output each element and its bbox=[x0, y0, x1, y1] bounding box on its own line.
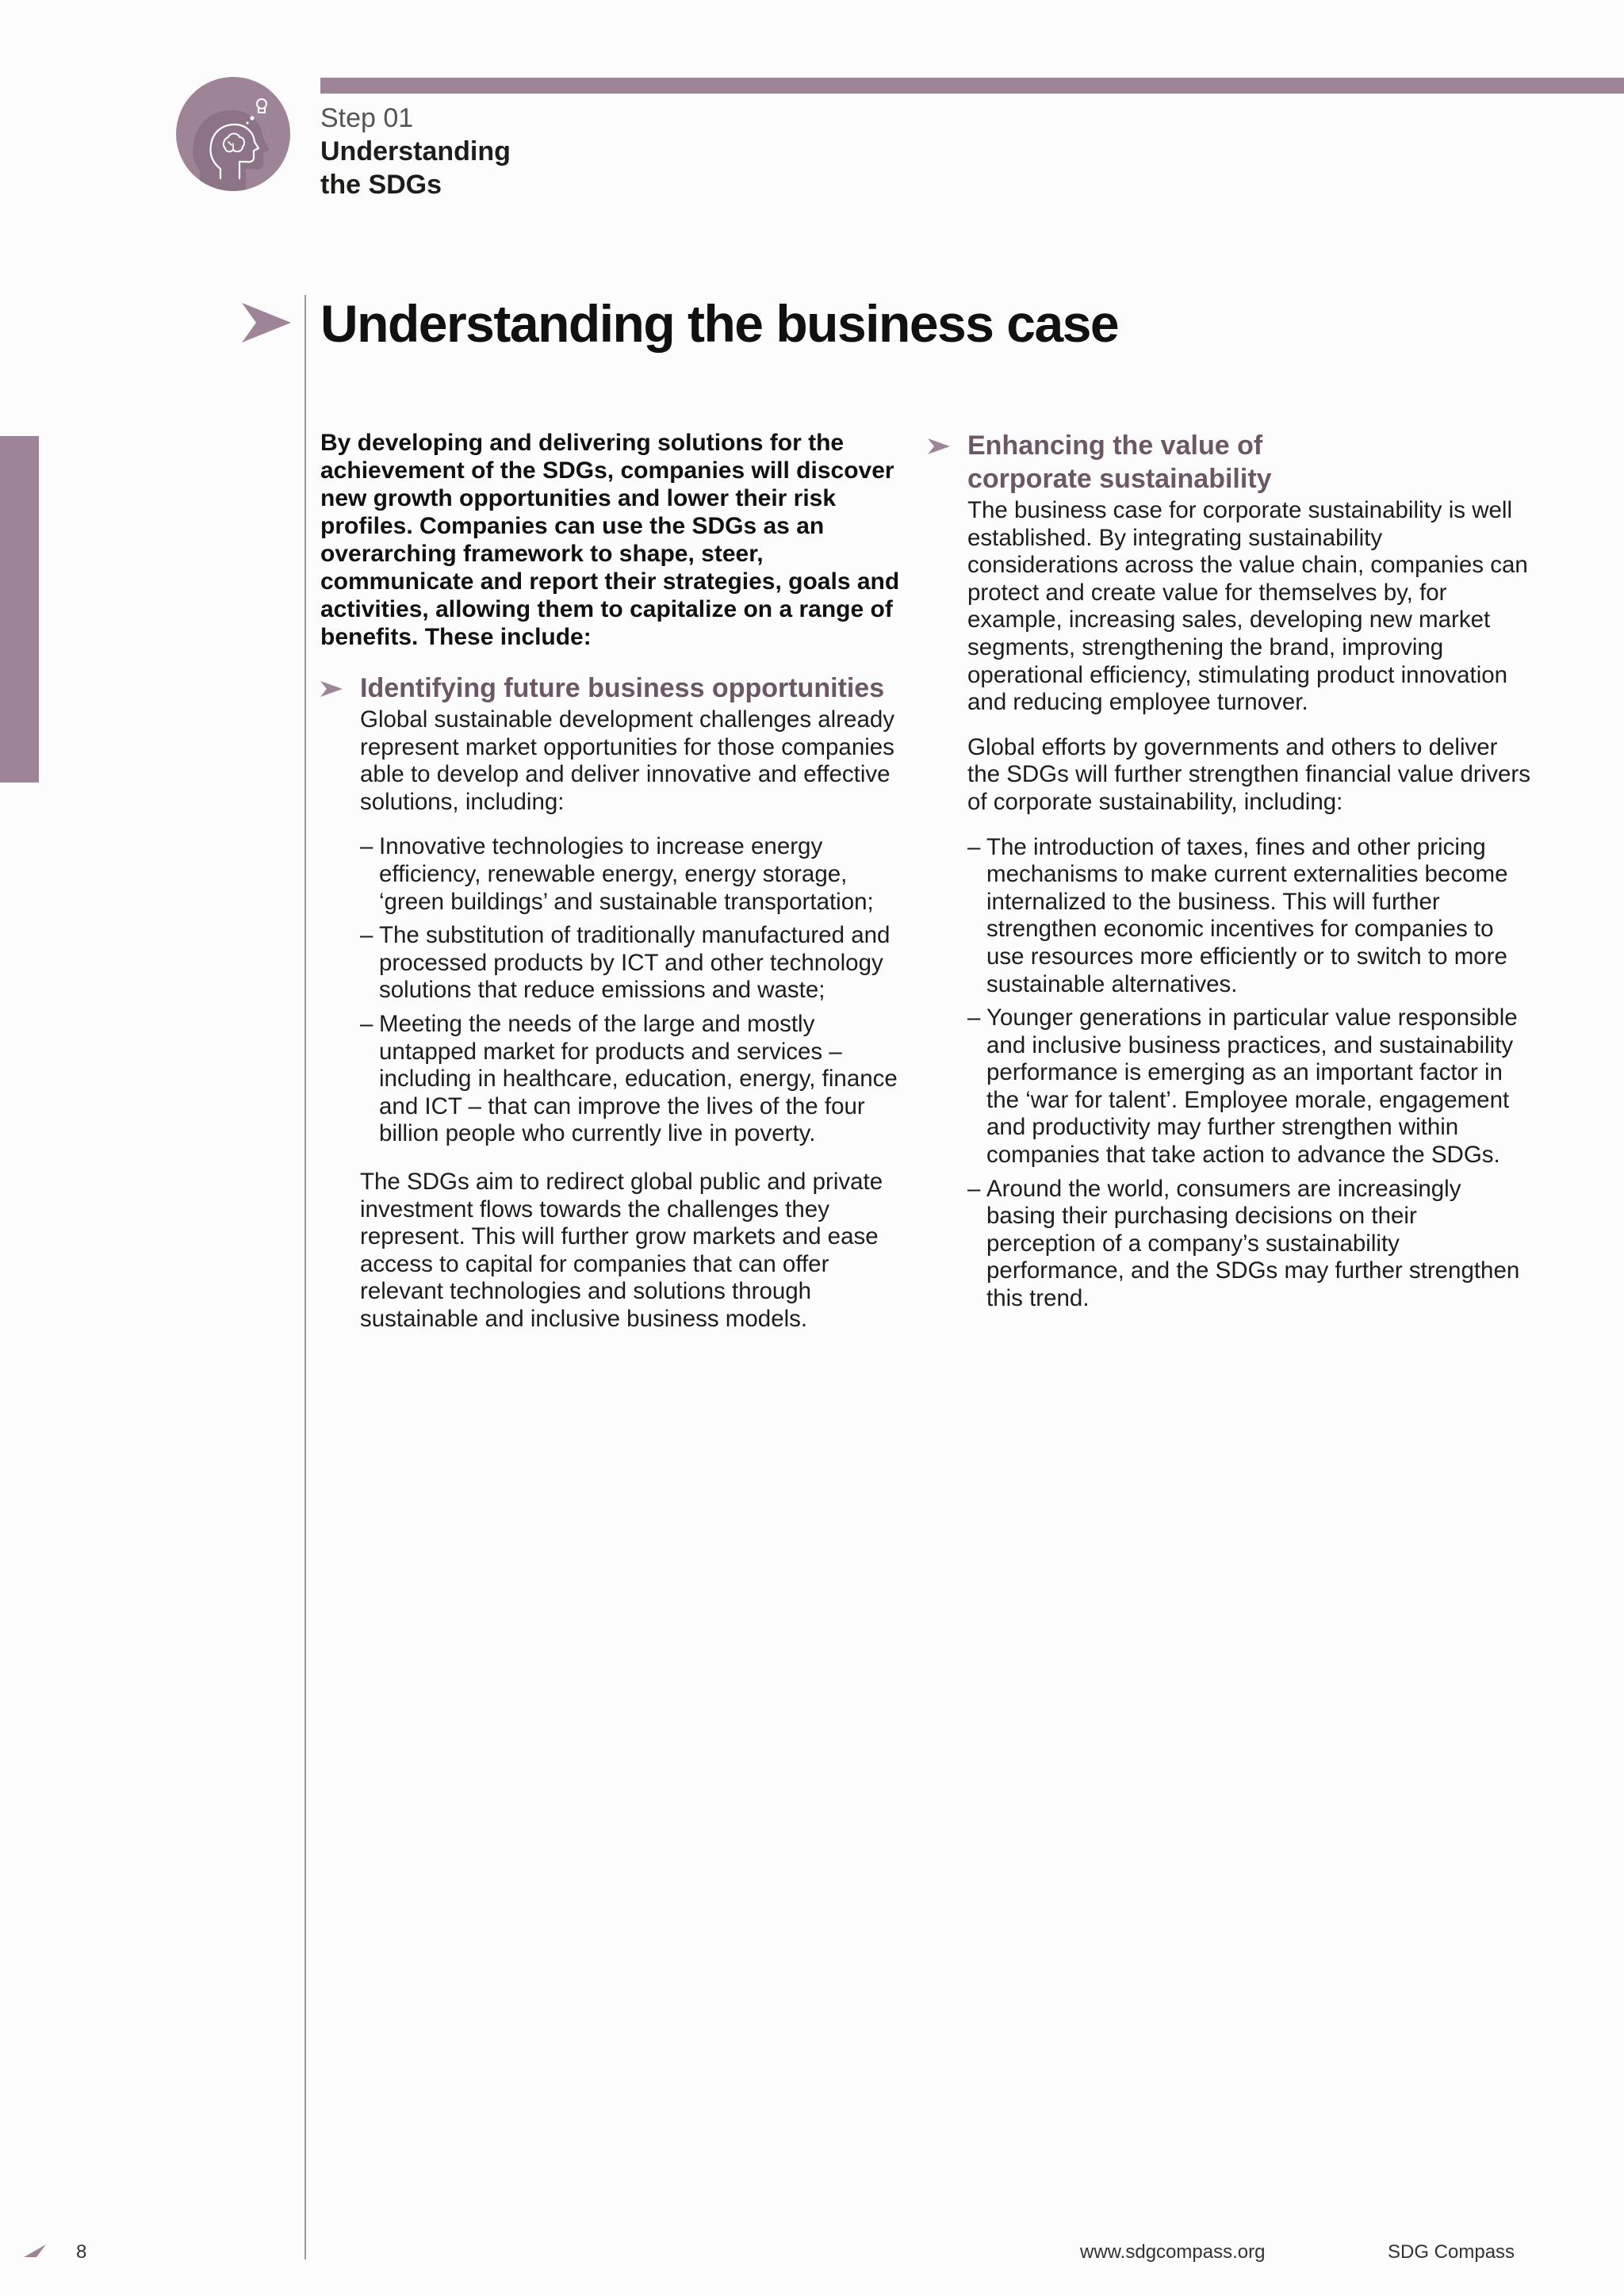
section-heading bbox=[360, 672, 907, 705]
section-business-opportunities bbox=[320, 672, 907, 1333]
bullet-list bbox=[967, 834, 1530, 1313]
list-item: – The introduction of taxes, fines and other pricing mechanisms to make current externalities become internalized to the business. This will further strengthen economic incentives for companies to use resources more efficiently or to switch to more sustainable alternatives. bbox=[967, 834, 1530, 999]
intro-paragraph: By developing and delivering solutions for the achievement of the SDGs, companies will discover new growth opportunities and lower their risk profiles. Companies can use the SDGs as an overarching framework to shape, steer, communicate and report their strategies, goals and activities, allowing them to capitalize on a range of benefits. These include: bbox=[320, 430, 900, 650]
step-number: Step 01 bbox=[320, 103, 414, 133]
footer-url-link[interactable]: www.sdgcompass.org bbox=[1080, 2241, 1266, 2263]
section-corporate-sustainability bbox=[928, 429, 1530, 1313]
section-heading-line2: corporate sustainability bbox=[967, 464, 1272, 494]
section-arrow-icon bbox=[320, 680, 343, 698]
step-label bbox=[320, 101, 511, 201]
section-heading bbox=[967, 429, 1530, 496]
paragraph: Global sustainable development challenges already represent market opportunities for those companies able to develop and deliver innovative and effective solutions, including: bbox=[360, 706, 895, 815]
footer-arrow-icon bbox=[24, 2244, 46, 2258]
left-column bbox=[320, 429, 907, 1350]
side-tab-marker bbox=[0, 436, 39, 783]
footer-brand: SDG Compass bbox=[1388, 2241, 1515, 2263]
title-arrow-icon bbox=[242, 301, 291, 344]
section-heading-line1: Enhancing the value of bbox=[967, 430, 1263, 461]
step-title-line1: Understanding bbox=[320, 136, 511, 166]
paragraph: Global efforts by governments and others to deliver the SDGs will further strengthen financial value drivers of corporate sustainability, including: bbox=[967, 733, 1530, 815]
page-title: Understanding the business case bbox=[320, 294, 1119, 353]
list-item: – Younger generations in particular value responsible and inclusive business practices, and sustainability performance is emerging as an important factor in the ‘war for talent’. Employee morale, engagement and productivity may further strengthen within companies that take action to advance the SDGs. bbox=[967, 1004, 1530, 1169]
head-with-lightbulb-icon bbox=[176, 77, 290, 191]
step-title-line2: the SDGs bbox=[320, 170, 442, 200]
section-arrow-icon bbox=[928, 438, 950, 455]
list-item: – The substitution of traditionally manufactured and processed products by ICT and other technology solutions that reduce emissions and waste; bbox=[360, 922, 907, 1004]
list-item: – Innovative technologies to increase energy efficiency, renewable energy, energy storage, ‘green buildings’ and sustainable transportation; bbox=[360, 833, 907, 916]
page-number: 8 bbox=[76, 2241, 87, 2263]
paragraph: The SDGs aim to redirect global public and private investment flows towards the challenges they represent. This will further grow markets and ease access to capital for companies that can offer relevant technologies and solutions through sustainable and inclusive business models. bbox=[360, 1168, 883, 1332]
right-column bbox=[928, 429, 1530, 1334]
bullet-list bbox=[360, 833, 907, 1148]
paragraph: The business case for corporate sustainability is well established. By integrating sustainability considerations across the value chain, companies can protect and create value for themselves by, for example, increasing sales, developing new market segments, strengthening the brand, improving operational efficiency, stimulating product innovation and reducing employee turnover. bbox=[967, 497, 1528, 716]
list-item: – Meeting the needs of the large and mostly untapped market for products and services – including in healthcare, education, energy, finance and ICT – that can improve the lives of the four billion people who currently live in poverty. bbox=[360, 1011, 907, 1148]
vertical-divider bbox=[304, 295, 306, 2260]
header-accent-bar bbox=[320, 78, 1624, 94]
section-heading-text: Identifying future business opportunities bbox=[360, 673, 885, 703]
list-item: – Around the world, consumers are increasingly basing their purchasing decisions on their perception of a company’s sustainability performance, and the SDGs may further strengthen this trend. bbox=[967, 1176, 1530, 1313]
